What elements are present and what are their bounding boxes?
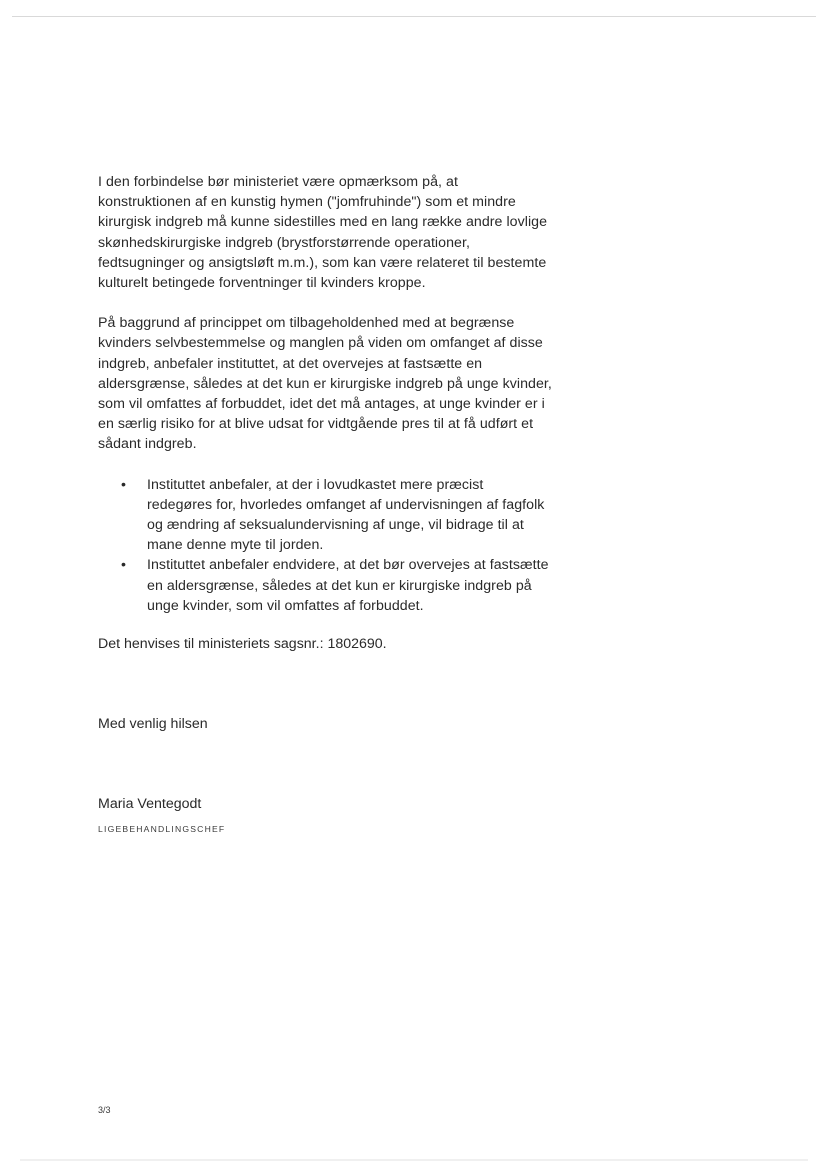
page-bottom-edge-line: [20, 1159, 808, 1161]
text-line: kvinders selvbestemmelse og manglen på viden om omfanget af disse: [98, 335, 543, 352]
text-line: Instituttet anbefaler, at der i lovudkastet mere præcist: [147, 476, 484, 493]
text-line: sådant indgreb.: [98, 436, 197, 453]
paragraph-age-limit-recommendation: [98, 313, 578, 454]
text-line: skønhedskirurgiske indgreb (brystforstørrende operationer,: [98, 234, 470, 251]
list-item: [98, 475, 578, 556]
text-line: indgreb, anbefaler instituttet, at det overvejes at fastsætte en: [98, 355, 483, 372]
text-line: en særlig risiko for at blive udsat for vidtgående pres til at få udført et: [98, 416, 534, 433]
text-line: aldersgrænse, således at det kun er kirurgiske indgreb på unge kvinder,: [98, 375, 552, 392]
text-line: en aldersgrænse, således at det kun er kirurgiske indgreb på: [147, 577, 532, 594]
text-line: På baggrund af princippet om tilbageholdenhed med at begrænse: [98, 315, 515, 332]
text-line: fedtsugninger og ansigtsløft m.m.), som kan være relateret til bestemte: [98, 254, 547, 271]
page-number: 3/3: [98, 1105, 111, 1115]
signature-title: LIGEBEHANDLINGSCHEF: [98, 824, 226, 834]
text-line: I den forbindelse bør ministeriet være opmærksom på, at: [98, 174, 458, 190]
signature-name: Maria Ventegodt: [98, 796, 202, 812]
bullet-icon: •: [121, 476, 127, 493]
closing-greeting: Med venlig hilsen: [98, 716, 208, 732]
text-line: mane denne myte til jorden.: [147, 537, 324, 554]
list-item: [98, 555, 578, 616]
text-line: kirurgisk indgreb må kunne sidestilles med en lang række andre lovlige: [98, 214, 548, 231]
text-line: unge kvinder, som vil omfattes af forbuddet.: [147, 597, 424, 614]
paragraph-ministry-awareness: [98, 172, 578, 293]
text-line: konstruktionen af en kunstig hymen ("jomfruhinde") som et mindre: [98, 194, 516, 211]
recommendations-list: [98, 475, 578, 616]
text-line: kulturelt betingede forventninger til kvinders kroppe.: [98, 275, 426, 292]
text-line: Instituttet anbefaler endvidere, at det bør overvejes at fastsætte: [147, 557, 549, 574]
page-top-edge-line: [12, 16, 816, 17]
text-line: og ændring af seksualundervisning af unge, vil bidrage til at: [147, 517, 524, 534]
case-reference: Det henvises til ministeriets sagsnr.: 1802690.: [98, 636, 387, 652]
bullet-icon: •: [121, 557, 127, 574]
letter-body: [98, 172, 578, 636]
text-line: redegøres for, hvorledes omfanget af undervisningen af fagfolk: [147, 496, 545, 513]
text-line: som vil omfattes af forbuddet, idet det må antages, at unge kvinder er i: [98, 396, 545, 413]
